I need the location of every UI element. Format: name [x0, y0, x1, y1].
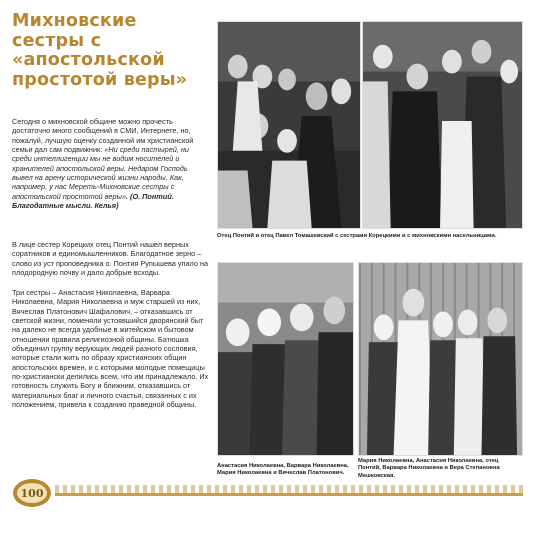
intro-text: Сегодня о михновской общине можно прочесть достаточно много сообщений в СМИ, Интернете, но, пожалуй, лучшую оценку созданной им христианской семьи дал сам подвижник: [12, 117, 194, 155]
bottom-ornament [55, 485, 523, 493]
photo-four-people [217, 262, 354, 456]
paragraph-3: Три сестры – Анастасия Николаевна, Варвара Николаевна, Мария Николаевна и муж старшей из них, Вячеслав Платонович Шафалович, – отказавшись от светской жизни, поменяли устоявшийся дворянский быт на далеко не всегда удобные в житейском и бытовом отношении правила религиозной общины. Батюшка объединил группу верующих людей разного сословия, которые стали жить по образу христианских общин апостольских времен, и с которыми молодые помещицы по-христиански делились всем, что им принадлежало. Их готовность служить Богу и ближним, отказавшись от материальных благ и личного счастья, связанных с их положением, привела к созданию праведной общины. [12, 288, 209, 410]
caption-top: Отец Понтий и отец Павел Томашевский с сестрами Корецкими и с михновскими насельницами. [217, 233, 497, 239]
logo-text: 100 [20, 487, 44, 500]
anniversary-logo [12, 478, 52, 508]
photo-group-right [362, 21, 523, 229]
intro-source: . (О. Понтий. Благодатные мысли. Келья) [12, 191, 174, 211]
photo-five-people [358, 262, 523, 456]
intro-paragraph [12, 117, 209, 210]
caption-bottom-left: Анастасия Николаевна, Варвара Николаевна, Мария Николаевна и Вячеслав Платонович. [217, 463, 349, 477]
paragraph-2: В лице сестер Корецких отец Понтий нашел верных соратников и единомышленников. Благодатное зерно – слово из уст проповедника о. Понтия Рупышева упало на плодородную почву и дало добрые всходы. [12, 240, 209, 278]
bottom-rule [55, 493, 523, 496]
caption-bottom-right: Мария Николаевна, Анастасия Николаевна, отец Понтий, Варвара Николаевна и Вера Степановна Мешковская. [358, 458, 500, 479]
page-title: Михновские сестры с «апостольской простотой веры» [12, 11, 188, 90]
intro-quote: «Ни среди пастырей, ни среди интеллигенции мы не видим носителей и хранителей апостольской веры. Недаром Господь вывел на арену исторической жизни народы. Как, например, у нас Мереть-Михновские сестры с апостольской простотой веры» [12, 145, 189, 201]
photo-group-left [217, 21, 361, 229]
